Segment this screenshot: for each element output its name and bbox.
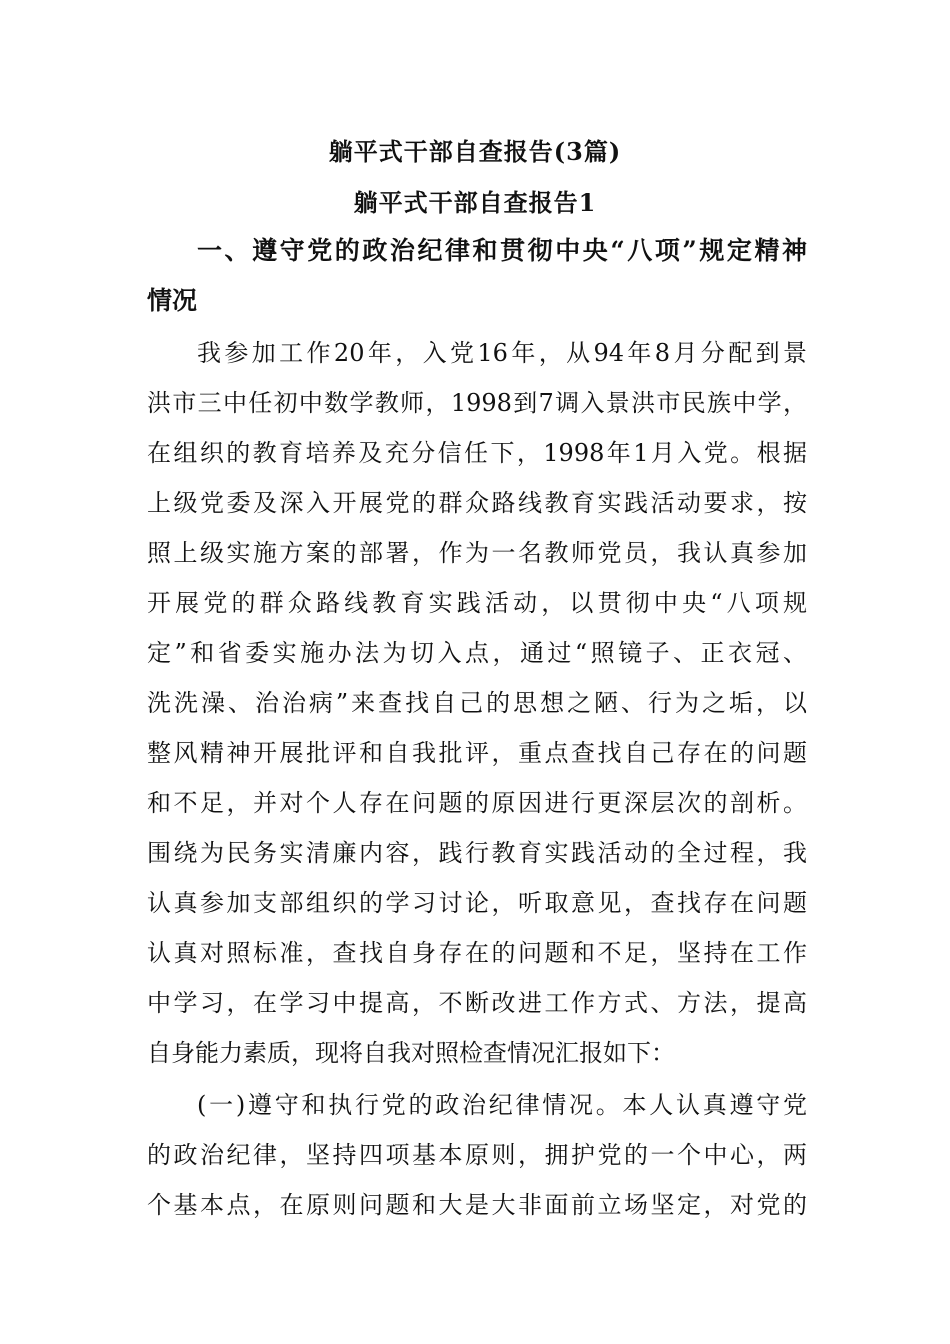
- paragraph-line: 认真参加支部组织的学习讨论，听取意见，查找存在问题: [147, 889, 807, 917]
- paragraph-line: 在组织的教育培养及充分信任下，1998年1月入党。根据: [147, 439, 807, 467]
- paragraph-line: 上级党委及深入开展党的群众路线教育实践活动要求，按: [147, 489, 807, 517]
- paragraph-line: 中学习，在学习中提高，不断改进工作方式、方法，提高: [147, 989, 807, 1017]
- section-heading-line-1: 一、遵守党的政治纪律和贯彻中央“八项”规定精神: [197, 236, 807, 265]
- paragraph-line: 开展党的群众路线教育实践活动，以贯彻中央“八项规: [147, 589, 807, 617]
- paragraph-line: 整风精神开展批评和自我批评，重点查找自己存在的问题: [147, 739, 807, 767]
- paragraph-line: 照上级实施方案的部署，作为一名教师党员，我认真参加: [147, 539, 807, 567]
- paragraph-line: 围绕为民务实清廉内容，践行教育实践活动的全过程，我: [147, 839, 807, 867]
- paragraph-line: 自身能力素质，现将自我对照检查情况汇报如下：: [147, 1039, 675, 1067]
- paragraph-line: 的政治纪律，坚持四项基本原则，拥护党的一个中心，两: [147, 1141, 807, 1169]
- section-heading-line-2: 情况: [147, 286, 198, 315]
- paragraph-line: 洗洗澡、治治病”来查找自己的思想之陋、行为之垢，以: [147, 689, 807, 717]
- paragraph-line: 认真对照标准，查找自身存在的问题和不足，坚持在工作: [147, 939, 807, 967]
- paragraph-line: 定”和省委实施办法为切入点，通过“照镜子、正衣冠、: [147, 639, 807, 667]
- paragraph-line: 我参加工作20年，入党16年，从94年8月分配到景: [197, 339, 807, 367]
- paragraph-line: (一)遵守和执行党的政治纪律情况。本人认真遵守党: [197, 1091, 807, 1119]
- paragraph-line: 个基本点，在原则问题和大是大非面前立场坚定，对党的: [147, 1191, 807, 1219]
- document-title: 躺平式干部自查报告(3篇): [328, 137, 622, 166]
- document-subtitle: 躺平式干部自查报告1: [353, 188, 597, 217]
- paragraph-line: 洪市三中任初中数学教师，1998到7调入景洪市民族中学，: [147, 389, 807, 417]
- paragraph-line: 和不足，并对个人存在问题的原因进行更深层次的剖析。: [147, 789, 807, 817]
